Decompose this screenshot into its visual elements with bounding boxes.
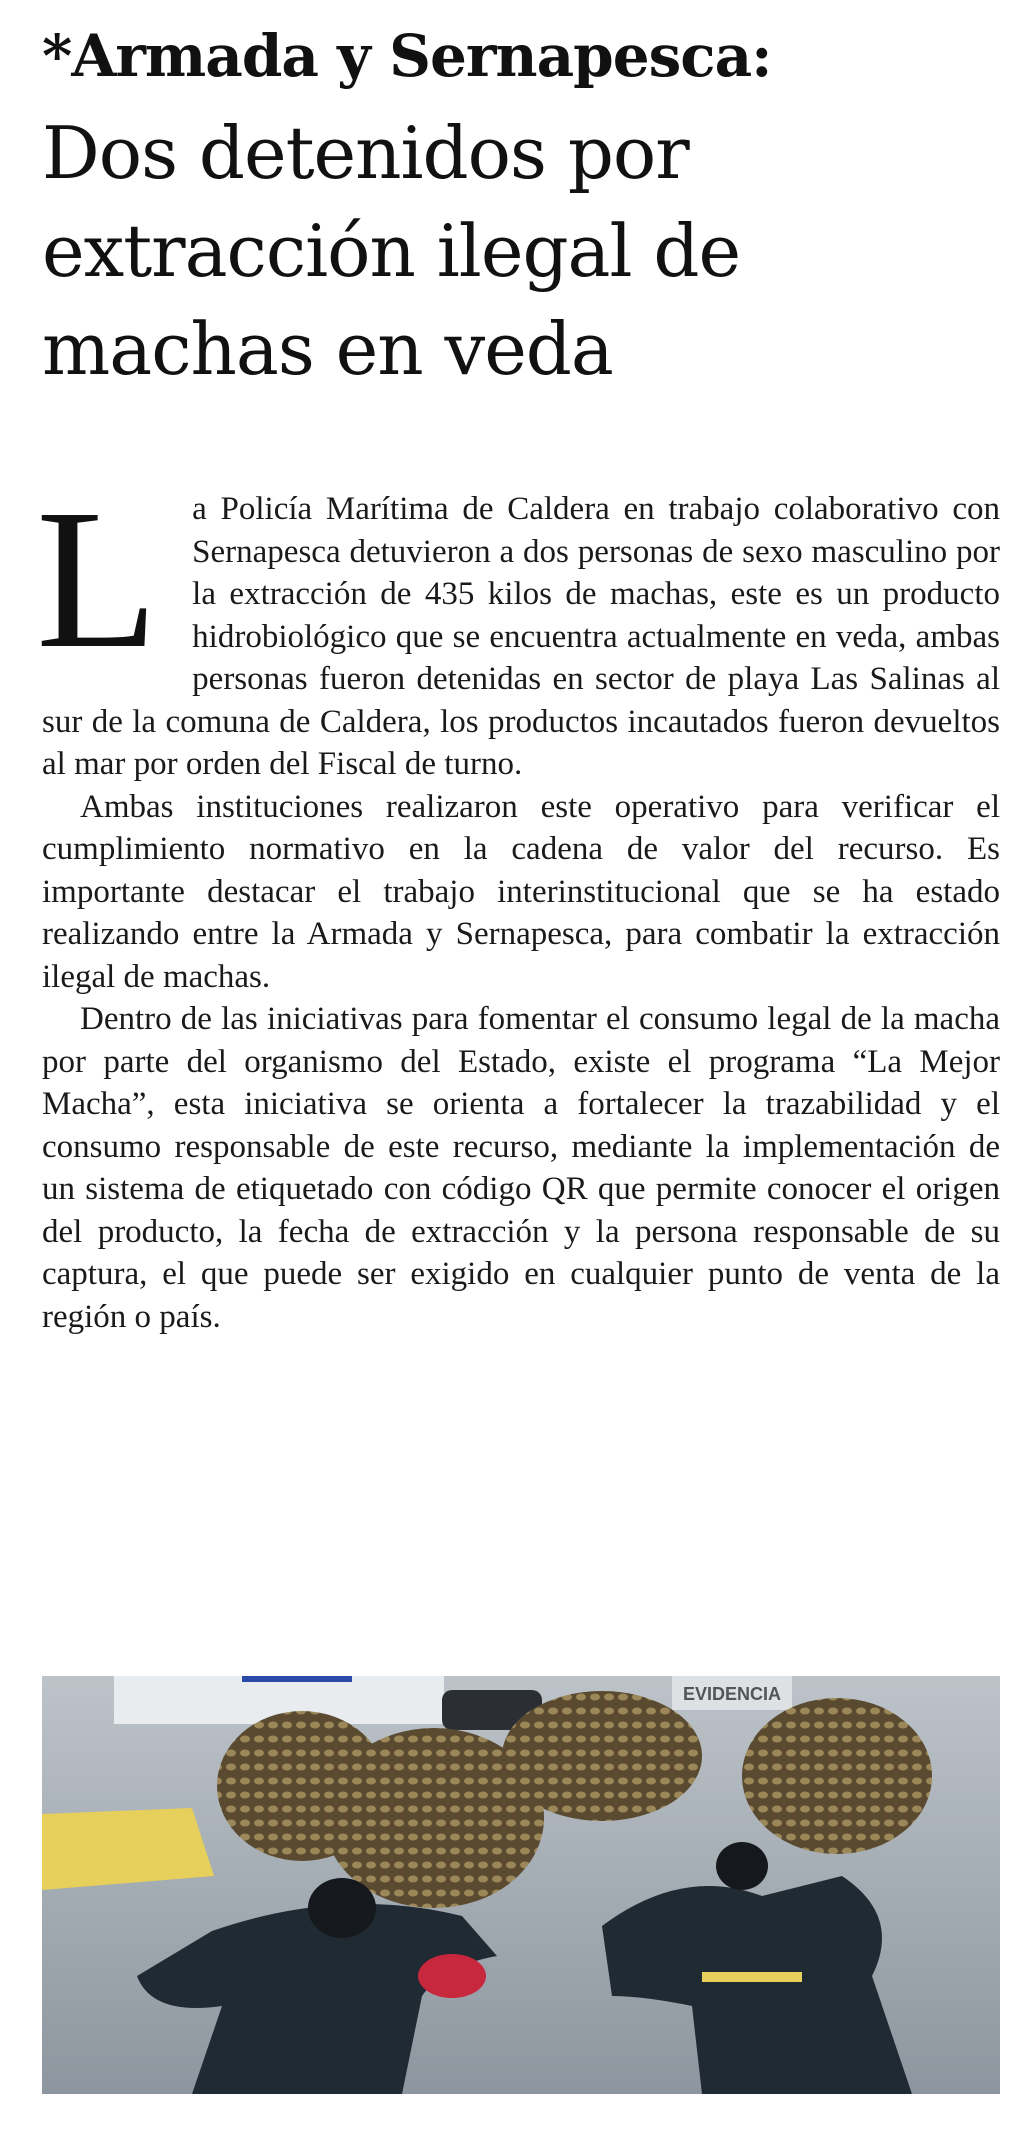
paragraph-3: Dentro de las iniciativas para fomentar el consumo legal de la macha por parte del organismo del Estado, existe el programa “La Mejor Macha”, esta iniciativa se orienta a fortalecer la trazabilidad y el consumo responsable de este recurso, mediante la implementación de un sistema de etiquetado con código QR que permite conocer el origen del producto, la fecha de extracción y la persona responsable de su captura, el que puede ser exigido en cualquier punto de venta de la región o país. <box>42 1001 1000 1335</box>
paragraph-1-text: a Policía Marítima de Caldera en trabajo colaborativo con Sernapesca detuvieron a dos personas de sexo masculino por la extracción de 435 kilos de machas, este es un producto hidrobiológico que se encuentra actualmente en veda, ambas personas fueron detenidas en sector de playa Las Salinas al sur de la comuna de Caldera, los productos incautados fueron devueltos al mar por orden del Fiscal de turno. <box>42 491 1000 782</box>
evidence-sign-text: EVIDENCIA <box>682 1684 782 1704</box>
red-glove <box>418 1954 486 1998</box>
photo-illustration <box>42 1676 1000 2094</box>
article-body <box>36 469 1000 1338</box>
hood-right <box>716 1842 768 1890</box>
blue-strip <box>242 1676 352 1682</box>
article-kicker: *Armada y Sernapesca: <box>42 22 772 90</box>
drop-cap: L <box>36 469 159 690</box>
hood-left <box>308 1878 376 1938</box>
yellow-stripe <box>702 1972 802 1982</box>
sack-4 <box>742 1698 932 1854</box>
article-header <box>42 20 1000 398</box>
evidence-photo <box>42 1676 1000 2094</box>
paragraph-2: Ambas instituciones realizaron este operativo para verificar el cumplimiento normativo en la cadena de valor del recurso. Es importante destacar el trabajo interinstitucional que se ha estado realizando entre la Armada y Sernapesca, para combatir la extracción ilegal de machas. <box>42 788 1000 995</box>
article-headline: Dos detenidos por extracción ilegal de machas en veda <box>42 111 741 391</box>
yellow-board <box>42 1808 214 1890</box>
sack-3 <box>502 1691 702 1821</box>
paragraph-1 <box>36 469 1000 786</box>
